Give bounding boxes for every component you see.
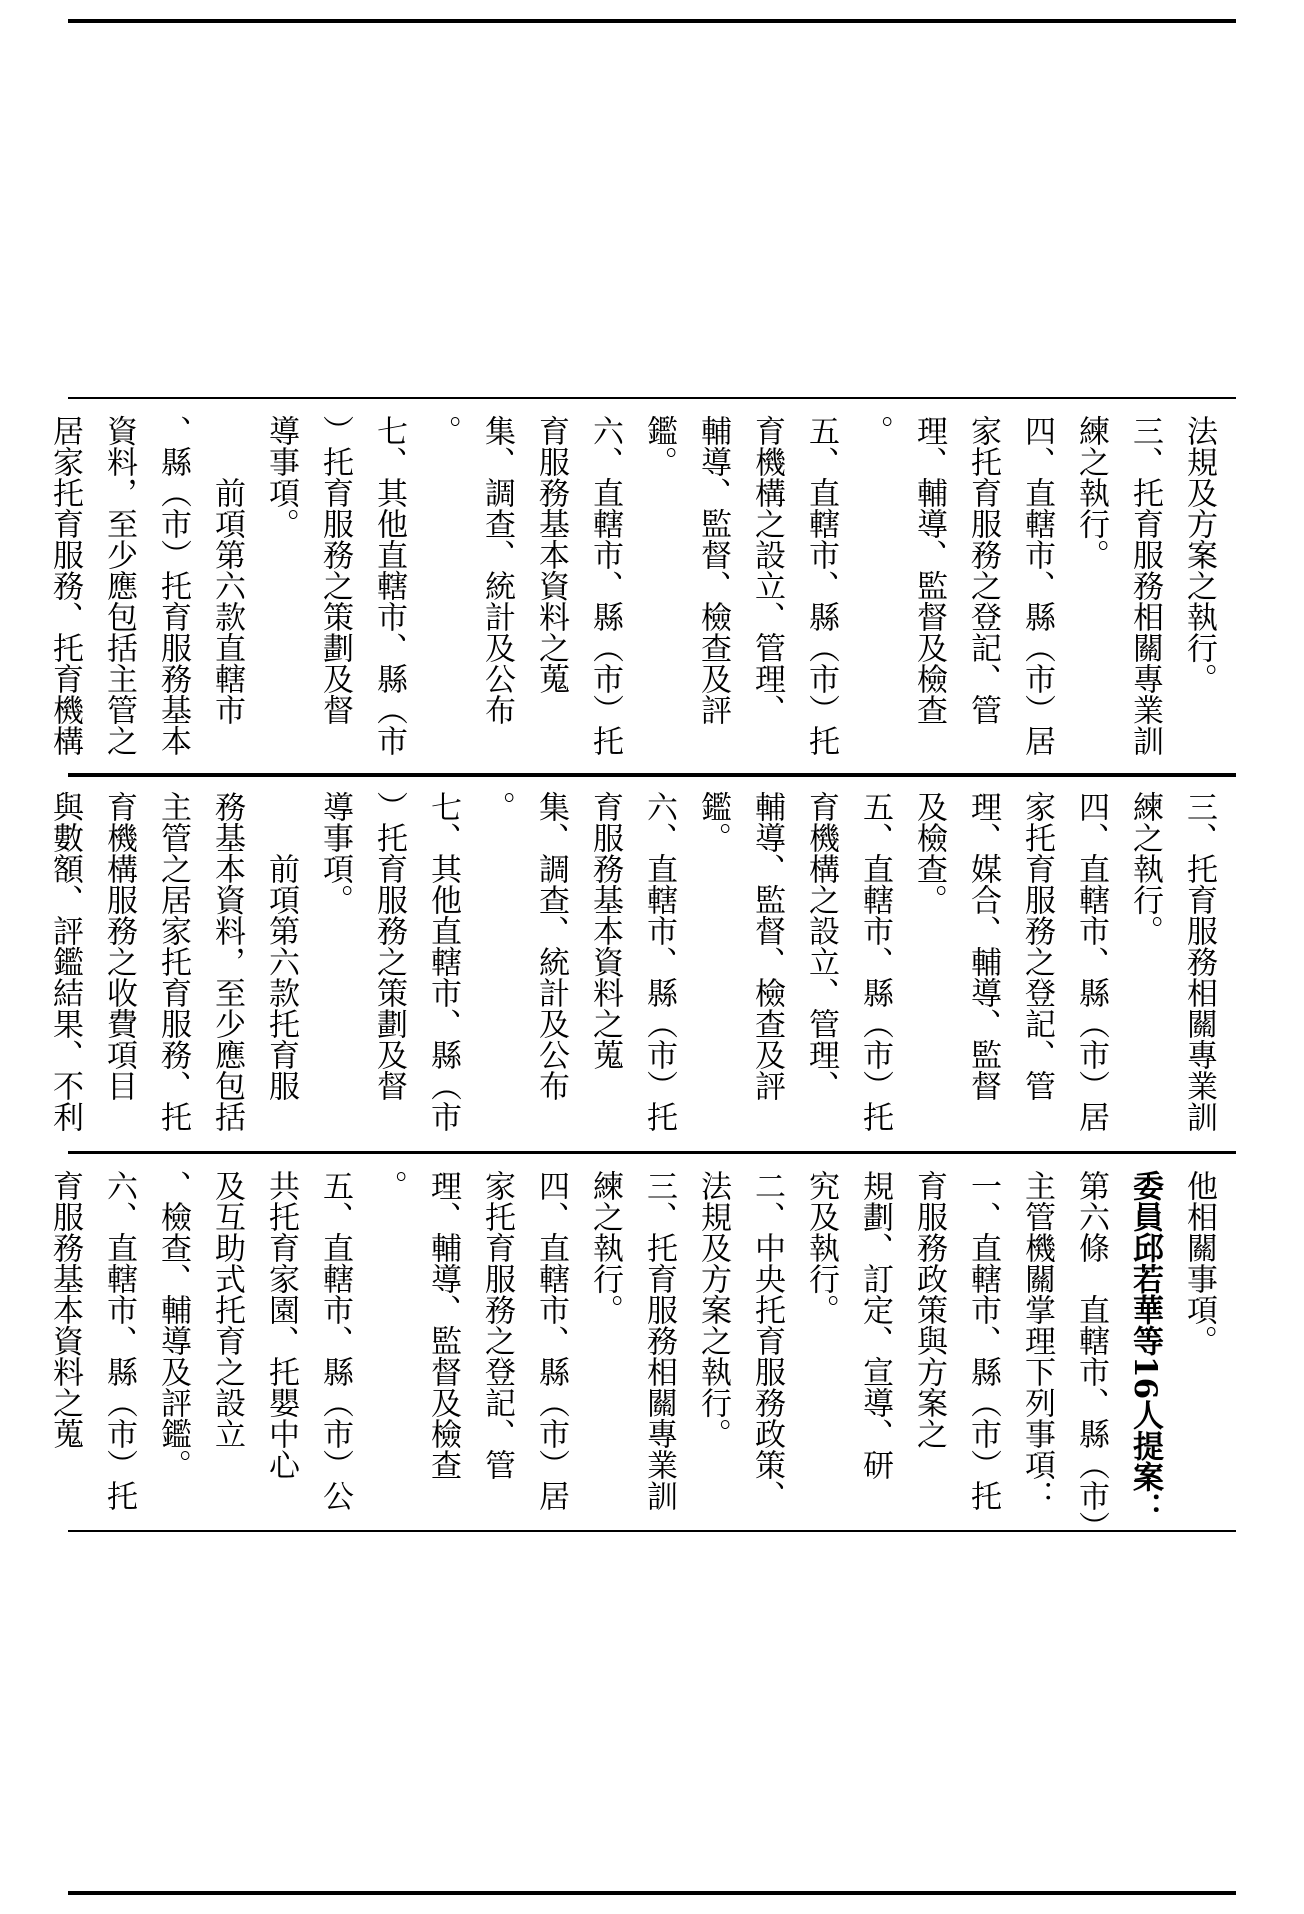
text-line: 共托育家園、托嬰中心: [263, 1170, 299, 1480]
text-line: 六、直轄市、縣（市）托: [641, 791, 677, 1132]
text-line: 、檢查、輔導及評鑑。: [155, 1170, 191, 1480]
text-line: 鑑。: [641, 415, 677, 477]
text-block-2: [47, 773, 1236, 1153]
text-line: 務基本資料，至少應包括: [209, 791, 245, 1132]
text-line: 。: [425, 415, 461, 446]
text-line: 練之執行。: [1073, 415, 1109, 570]
text-line: 育服務基本資料之蒐: [587, 791, 623, 1070]
text-line: 前項第六款直轄市: [209, 415, 245, 725]
text-line: 、縣（市）托育服務基本: [155, 415, 191, 756]
text-block-3: [47, 397, 1236, 777]
text-line: 究及執行。: [803, 1170, 839, 1325]
text-line: 理、輔導、監督及檢查: [911, 415, 947, 725]
text-line: 第六條 直轄市、縣（市）: [1073, 1170, 1109, 1542]
text-block-1: [47, 1152, 1236, 1542]
text-line: 導事項。: [263, 415, 299, 539]
text-line: ）托育服務之策劃及督: [371, 791, 407, 1101]
bottom-rule: [68, 1891, 1236, 1895]
text-line: 二、中央托育服務政策、: [749, 1170, 785, 1511]
text-line: 四、直轄市、縣（市）居: [1019, 415, 1055, 756]
text-line: 集、調查、統計及公布: [533, 791, 569, 1101]
text-line: 前項第六款托育服: [263, 791, 299, 1101]
text-line: 家托育服務之登記、管: [965, 415, 1001, 725]
text-line: 法規及方案之執行。: [695, 1170, 731, 1449]
text-line: 五、直轄市、縣（市）公: [317, 1170, 353, 1511]
text-line: 三、托育服務相關專業訓: [1181, 791, 1217, 1132]
text-line: 三、托育服務相關專業訓: [1127, 415, 1163, 756]
text-line: 。: [857, 415, 893, 446]
top-rule: [68, 19, 1236, 23]
text-line: 他相關事項。: [1181, 1170, 1217, 1356]
text-line: ）托育服務之策劃及督: [317, 415, 353, 725]
text-line: 七、其他直轄市、縣（市: [425, 791, 461, 1132]
text-line: 理、媒合、輔導、監督: [965, 791, 1001, 1101]
text-line: 練之執行。: [587, 1170, 623, 1325]
text-line: 育機構服務之收費項目: [101, 791, 137, 1101]
text-line: 五、直轄市、縣（市）托: [803, 415, 839, 756]
text-line: 導事項。: [317, 791, 353, 915]
text-line: 主管機關掌理下列事項：: [1019, 1170, 1055, 1511]
text-line: 。: [371, 1170, 407, 1201]
text-line: 鑑。: [695, 791, 731, 853]
text-line: 輔導、監督、檢查及評: [749, 791, 785, 1101]
text-line: 育服務基本資料之蒐: [533, 415, 569, 694]
text-line: 。: [479, 791, 515, 822]
text-line: 主管之居家托育服務、托: [155, 791, 191, 1132]
text-line: 育服務政策與方案之: [911, 1170, 947, 1449]
text-line: 及檢查。: [911, 791, 947, 915]
text-line: 六、直轄市、縣（市）托: [587, 415, 623, 756]
text-line: 與數額、評鑑結果、不利: [47, 791, 83, 1132]
text-line: 育服務基本資料之蒐: [47, 1170, 83, 1449]
text-line: 四、直轄市、縣（市）居: [533, 1170, 569, 1511]
text-line: 資料，至少應包括主管之: [101, 415, 137, 756]
text-line: 法規及方案之執行。: [1181, 415, 1217, 694]
text-line: 五、直轄市、縣（市）托: [857, 791, 893, 1132]
text-line: 四、直轄市、縣（市）居: [1073, 791, 1109, 1132]
text-line: 集、調查、統計及公布: [479, 415, 515, 725]
text-line: 家托育服務之登記、管: [479, 1170, 515, 1480]
text-line: 育機構之設立、管理、: [749, 415, 785, 725]
text-line: 及互助式托育之設立: [209, 1170, 245, 1449]
text-line: 理、輔導、監督及檢查: [425, 1170, 461, 1480]
text-line: 七、其他直轄市、縣（市: [371, 415, 407, 756]
text-line: 委員邱若華等16人提案：: [1127, 1170, 1163, 1524]
text-line: 居家托育服務、托育機構: [47, 415, 83, 756]
text-line: 練之執行。: [1127, 791, 1163, 946]
text-line: 三、托育服務相關專業訓: [641, 1170, 677, 1511]
text-line: 育機構之設立、管理、: [803, 791, 839, 1101]
text-line: 一、直轄市、縣（市）托: [965, 1170, 1001, 1511]
text-line: 輔導、監督、檢查及評: [695, 415, 731, 725]
text-line: 規劃、訂定、宣導、研: [857, 1170, 893, 1480]
text-line: 六、直轄市、縣（市）托: [101, 1170, 137, 1511]
text-line: 家托育服務之登記、管: [1019, 791, 1055, 1101]
